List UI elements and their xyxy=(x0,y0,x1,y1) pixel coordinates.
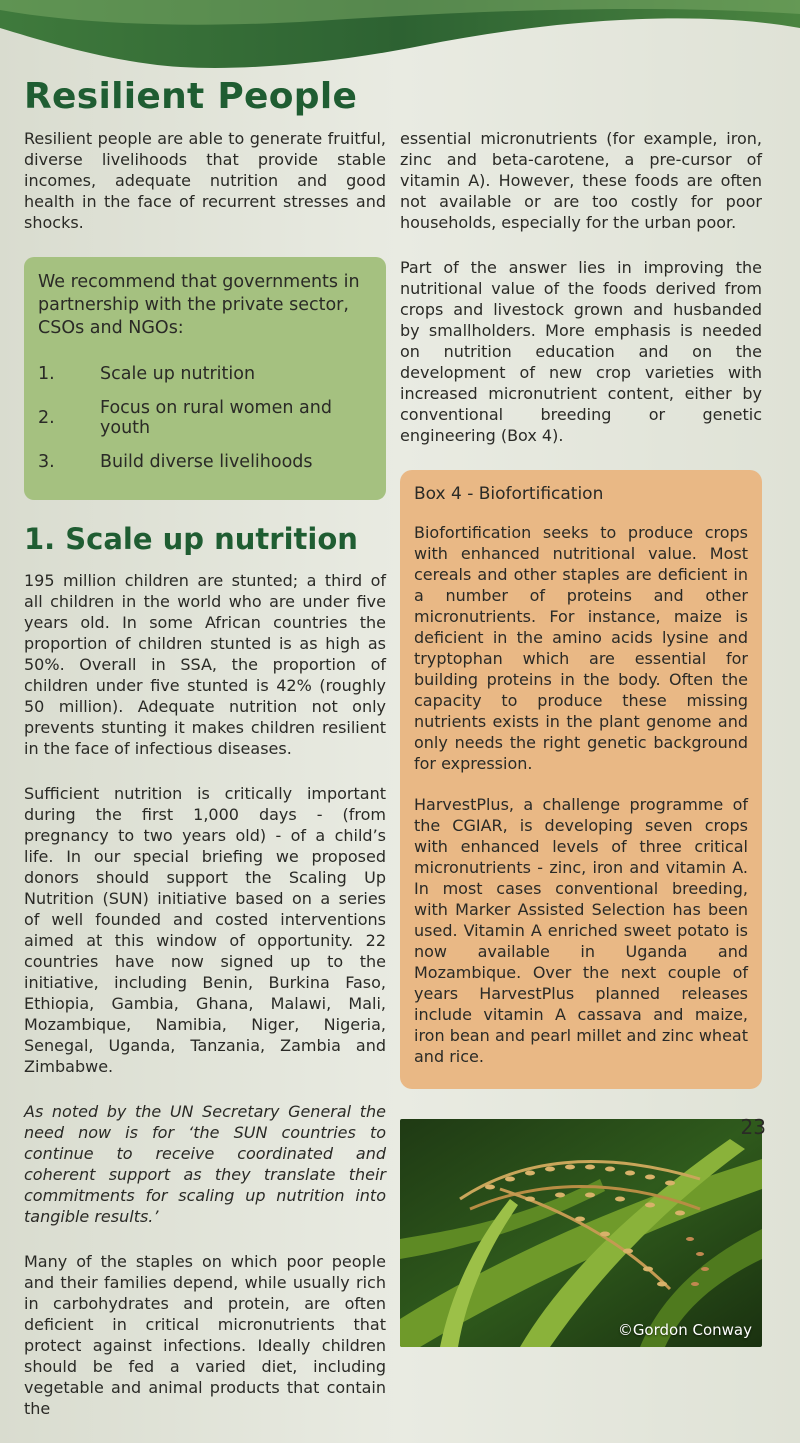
list-item-label: Scale up nutrition xyxy=(100,364,256,384)
box-biofortification xyxy=(400,470,762,1089)
recommendation-intro: We recommend that governments in partnership with the private sector, CSOs and NGOs: xyxy=(38,272,360,338)
right-column xyxy=(400,128,762,1347)
body-paragraph: Sufficient nutrition is critically important during the first 1,000 days - (from pregnancy to two years old) - of a child’s life. In our special briefing we proposed donors should support the Scaling Up Nutrition (SUN) initiative based on a series of well founded and costed interventions aimed at this window of opportunity. 22 countries have now signed up to the initiative, including Benin, Burkina Faso, Ethiopia, Gambia, Ghana, Malawi, Mali, Mozambique, Namibia, Niger, Nigeria, Senegal, Uganda, Tanzania, Zambia and Zimbabwe. xyxy=(24,784,386,1076)
rice-plant-photo xyxy=(400,1119,762,1347)
list-item-label: Focus on rural women and youth xyxy=(100,398,332,438)
list-item xyxy=(38,352,372,396)
body-paragraph: essential micronutrients (for example, iron, zinc and beta-carotene, a pre-cursor of vitamin A). However, these foods are often not available or are too costly for poor households, especially for the urban poor. xyxy=(400,129,762,232)
list-item-number: 2. xyxy=(38,408,55,428)
page-number: 23 xyxy=(740,1115,766,1139)
left-column xyxy=(24,128,386,1443)
photo-credit: ©Gordon Conway xyxy=(617,1321,752,1339)
list-item xyxy=(38,440,372,484)
list-item xyxy=(38,396,372,440)
list-item-number: 3. xyxy=(38,452,55,472)
body-paragraph: Part of the answer lies in improving the nutritional value of the foods derived from crops and livestock grown and husbanded by smallholders. More emphasis is needed on nutrition education and on the development of new crop varieties with increased micronutrient content, either by conventional breeding or genetic engineering (Box 4). xyxy=(400,258,762,445)
intro-paragraph: Resilient people are able to generate fruitful, diverse livelihoods that provide stable incomes, adequate nutrition and good health in the face of recurrent stresses and shocks. xyxy=(24,129,386,232)
box-paragraph: HarvestPlus, a challenge programme of the CGIAR, is developing seven crops with enhanced levels of three critical micronutrients - zinc, iron and vitamin A. In most cases conventional breeding, with Marker Assisted Selection has been used. Vitamin A enriched sweet potato is now available in Uganda and Mozambique. Over the next couple of years HarvestPlus planned releases include vitamin A cassava and maize, iron bean and pearl millet and zinc wheat and rice. xyxy=(414,795,748,1066)
recommendation-list xyxy=(38,352,372,484)
box-title: Box 4 - Biofortification xyxy=(414,484,604,504)
body-paragraph: Many of the staples on which poor people and their families depend, while usually rich in carbohydrates and protein, are often deficient in critical micronutrients that protect against infections. Ideally children should be fed a varied diet, including vegetable and animal products that contain the xyxy=(24,1252,386,1418)
list-item-number: 1. xyxy=(38,364,55,384)
page-title: Resilient People xyxy=(24,76,358,117)
recommendation-box xyxy=(24,257,386,500)
rice-plant-image xyxy=(400,1119,762,1347)
list-item-label: Build diverse livelihoods xyxy=(100,452,313,472)
top-decorative-band xyxy=(0,0,800,80)
section-heading: 1. Scale up nutrition xyxy=(24,522,358,556)
body-paragraph: 195 million children are stunted; a third of all children in the world who are under five years old. In some African countries the proportion of children stunted is as high as 50%. Overall in SSA, the proportion of children under five stunted is 42% (roughly 50 million). Adequate nutrition not only prevents stunting it makes children resilient in the face of infectious diseases. xyxy=(24,571,386,758)
box-paragraph: Biofortification seeks to produce crops with enhanced nutritional value. Most cereals and other staples are deficient in a number of proteins and other micronutrients. For instance, maize is deficient in the amino acids lysine and tryptophan which are essential for building proteins in the body. Often the capacity to produce these missing nutrients exists in the plant genome and only needs the right genetic background for expression. xyxy=(414,523,748,773)
quote-paragraph: As noted by the UN Secretary General the need now is for ‘the SUN countries to continue to receive coordinated and coherent support as they translate their commitments for scaling up nutrition into tangible results.’ xyxy=(24,1102,386,1226)
